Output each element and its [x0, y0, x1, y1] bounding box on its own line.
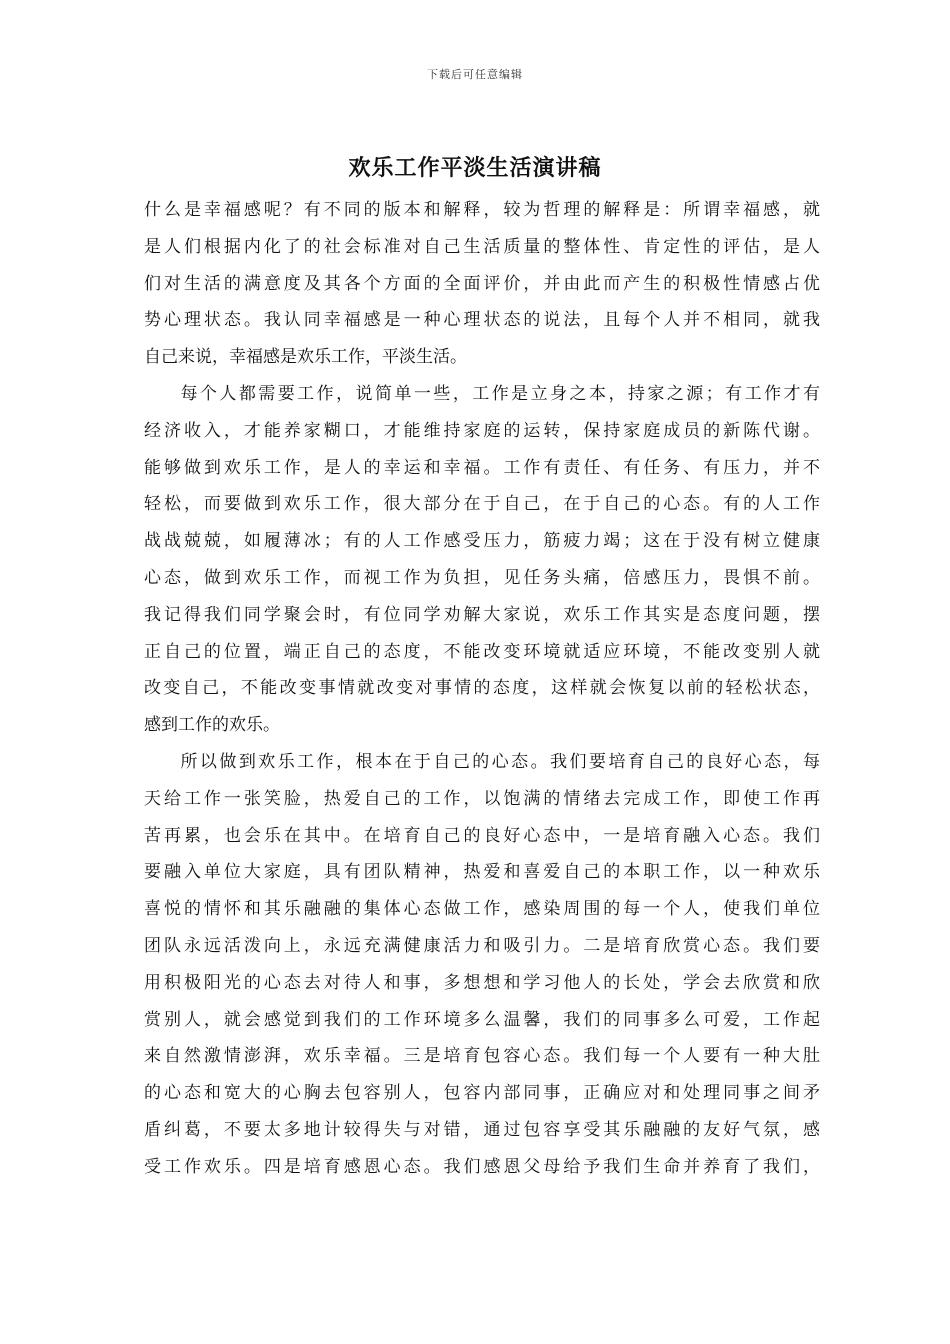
body-line: 所以做到欢乐工作，根本在于自己的心态。我们要培育自己的良好心态，每	[178, 751, 820, 772]
body-line: 受工作欢乐。四是培育感恩心态。我们感恩父母给予我们生命并养育了我们，	[144, 1156, 820, 1177]
body-line: 感到工作的欢乐。	[144, 715, 280, 736]
body-line: 天给工作一张笑脸，热爱自己的工作，以饱满的情绪去完成工作，即使工作再	[144, 788, 820, 809]
body-line: 团队永远活泼向上，永远充满健康活力和吸引力。二是培育欣赏心态。我们要	[144, 935, 820, 956]
body-line: 心态，做到欢乐工作，而视工作为负担，见任务头痛，倍感压力，畏惧不前。	[144, 567, 820, 588]
body-line: 轻松，而要做到欢乐工作，很大部分在于自己，在于自己的心态。有的人工作	[144, 494, 820, 515]
body-line: 的心态和宽大的心胸去包容别人，包容内部同事，正确应对和处理同事之间矛	[144, 1083, 820, 1104]
body-line: 势心理状态。我认同幸福感是一种心理状态的说法，且每个人并不相同，就我	[144, 310, 820, 331]
body-line: 要融入单位大家庭，具有团队精神，热爱和喜爱自己的本职工作，以一种欢乐	[144, 862, 820, 883]
document-body	[144, 192, 820, 1186]
body-line: 盾纠葛，不要太多地计较得失与对错，通过包容享受其乐融融的友好气氛，感	[144, 1119, 820, 1140]
body-line: 能够做到欢乐工作，是人的幸运和幸福。工作有责任、有任务、有压力，并不	[144, 457, 820, 478]
body-line: 战战兢兢，如履薄冰；有的人工作感受压力，筋疲力竭；这在于没有树立健康	[144, 531, 820, 552]
body-line: 我记得我们同学聚会时，有位同学劝解大家说，欢乐工作其实是态度问题，摆	[144, 604, 820, 625]
body-line: 赏别人，就会感觉到我们的工作环境多么温馨，我们的同事多么可爱，工作起	[144, 1009, 820, 1030]
body-line: 来自然激情澎湃，欢乐幸福。三是培育包容心态。我们每一个人要有一种大肚	[144, 1046, 820, 1067]
body-line: 用积极阳光的心态去对待人和事，多想想和学习他人的长处，学会去欣赏和欣	[144, 972, 820, 993]
body-line: 喜悦的情怀和其乐融融的集体心态做工作，感染周围的每一个人，使我们单位	[144, 899, 820, 920]
body-line: 什么是幸福感呢？有不同的版本和解释，较为哲理的解释是：所谓幸福感，就	[144, 200, 820, 220]
body-line: 经济收入，才能养家糊口，才能维持家庭的运转，保持家庭成员的新陈代谢。	[144, 420, 820, 441]
header-note: 下载后可任意编辑	[427, 68, 523, 81]
body-line: 是人们根据内化了的社会标准对自己生活质量的整体性、肯定性的评估，是人	[144, 236, 820, 257]
body-line: 自己来说，幸福感是欢乐工作，平淡生活。	[144, 347, 467, 368]
body-line: 们对生活的满意度及其各个方面的全面评价，并由此而产生的积极性情感占优	[144, 273, 820, 294]
body-line: 正自己的位置，端正自己的态度，不能改变环境就适应环境，不能改变别人就	[144, 641, 820, 662]
body-line: 每个人都需要工作，说简单一些，工作是立身之本，持家之源；有工作才有	[178, 383, 820, 404]
body-line: 苦再累，也会乐在其中。在培育自己的良好心态中，一是培育融入心态。我们	[144, 825, 820, 846]
body-line: 改变自己，不能改变事情就改变对事情的态度，这样就会恢复以前的轻松状态，	[144, 678, 820, 699]
document-title: 欢乐工作平淡生活演讲稿	[348, 155, 602, 181]
